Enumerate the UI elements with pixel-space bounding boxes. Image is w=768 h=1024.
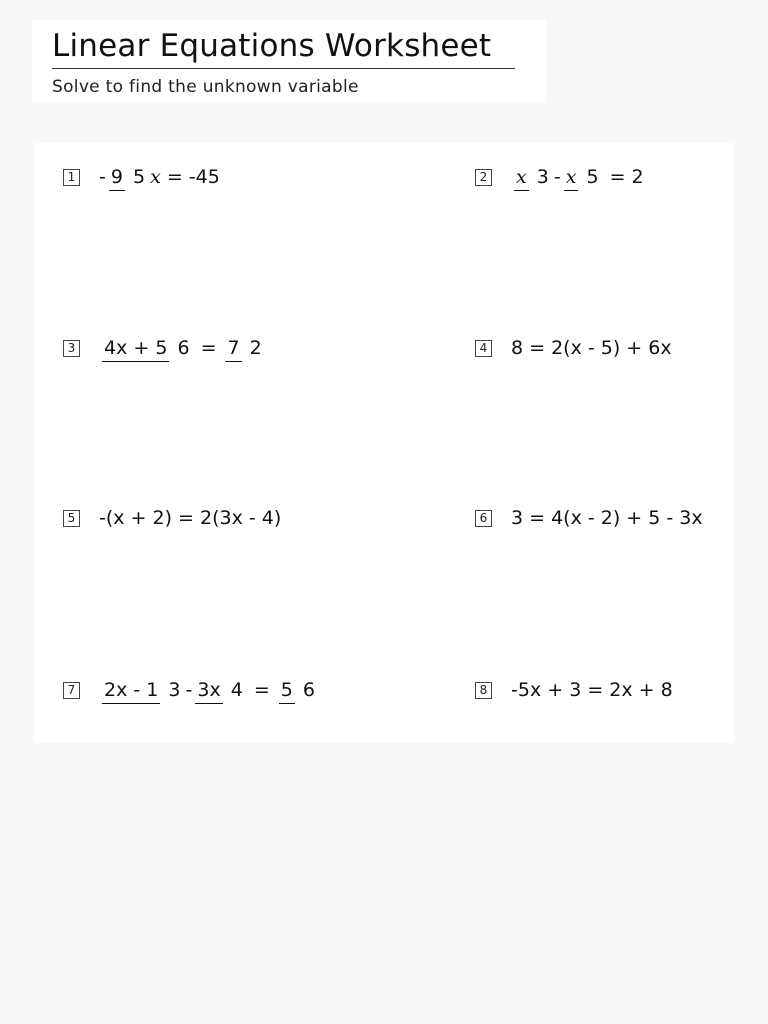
- numerator: 2x - 1: [102, 679, 160, 704]
- problem-3: [63, 326, 267, 370]
- numerator: x: [514, 166, 529, 191]
- numerator: x: [564, 166, 579, 191]
- fraction: [102, 678, 183, 701]
- equation-rhs: = 2: [609, 166, 644, 188]
- numerator: 5: [279, 679, 295, 704]
- minus-sign: -: [99, 166, 106, 188]
- denominator: 4: [230, 678, 243, 701]
- worksheet-header: [32, 20, 546, 102]
- problem-number: 2: [475, 169, 492, 186]
- fraction: [225, 336, 263, 359]
- denominator: 2: [249, 336, 262, 359]
- problem-number: 5: [63, 510, 80, 527]
- variable: x: [150, 166, 161, 188]
- fraction: [514, 165, 551, 188]
- denominator: 6: [177, 336, 190, 359]
- equation-rhs: = -45: [166, 166, 220, 188]
- equation: 8 = 2(x - 5) + 6x: [511, 337, 672, 359]
- equation: 3 = 4(x - 2) + 5 - 3x: [511, 507, 703, 529]
- denominator: 5: [586, 165, 599, 188]
- fraction: [102, 336, 192, 359]
- denominator: 3: [536, 165, 549, 188]
- problem-2: [475, 155, 644, 199]
- equation: [99, 337, 267, 359]
- problem-number: 4: [475, 340, 492, 357]
- page-subtitle: Solve to find the unknown variable: [52, 77, 359, 97]
- fraction: [564, 165, 601, 188]
- equation: -(x + 2) = 2(3x - 4): [99, 507, 282, 529]
- problem-1: [63, 155, 220, 199]
- equation: [99, 166, 220, 188]
- equation: [511, 166, 644, 188]
- fraction: [279, 678, 317, 701]
- problem-number: 3: [63, 340, 80, 357]
- denominator: 3: [168, 678, 181, 701]
- problem-number: 8: [475, 682, 492, 699]
- problem-8: [475, 668, 673, 712]
- problem-6: [475, 496, 703, 540]
- equals-sign: =: [253, 679, 270, 701]
- fraction: [109, 165, 147, 188]
- page-title: Linear Equations Worksheet: [52, 28, 492, 64]
- operator: -: [185, 679, 193, 701]
- numerator: 9: [109, 166, 125, 191]
- fraction: [195, 678, 244, 701]
- problem-7: [63, 668, 320, 712]
- denominator: 6: [302, 678, 315, 701]
- problem-4: [475, 326, 672, 370]
- problem-5: [63, 496, 281, 540]
- denominator: 5: [133, 165, 146, 188]
- title-underline: [52, 68, 515, 69]
- equals-sign: =: [200, 337, 217, 359]
- numerator: 4x + 5: [102, 337, 169, 362]
- problem-number: 7: [63, 682, 80, 699]
- numerator: 7: [225, 337, 241, 362]
- equation: -5x + 3 = 2x + 8: [511, 679, 673, 701]
- problems-panel: [34, 143, 734, 743]
- problem-number: 1: [63, 169, 80, 186]
- operator: -: [553, 166, 561, 188]
- problem-number: 6: [475, 510, 492, 527]
- numerator: 3x: [195, 679, 222, 704]
- equation: [99, 679, 320, 701]
